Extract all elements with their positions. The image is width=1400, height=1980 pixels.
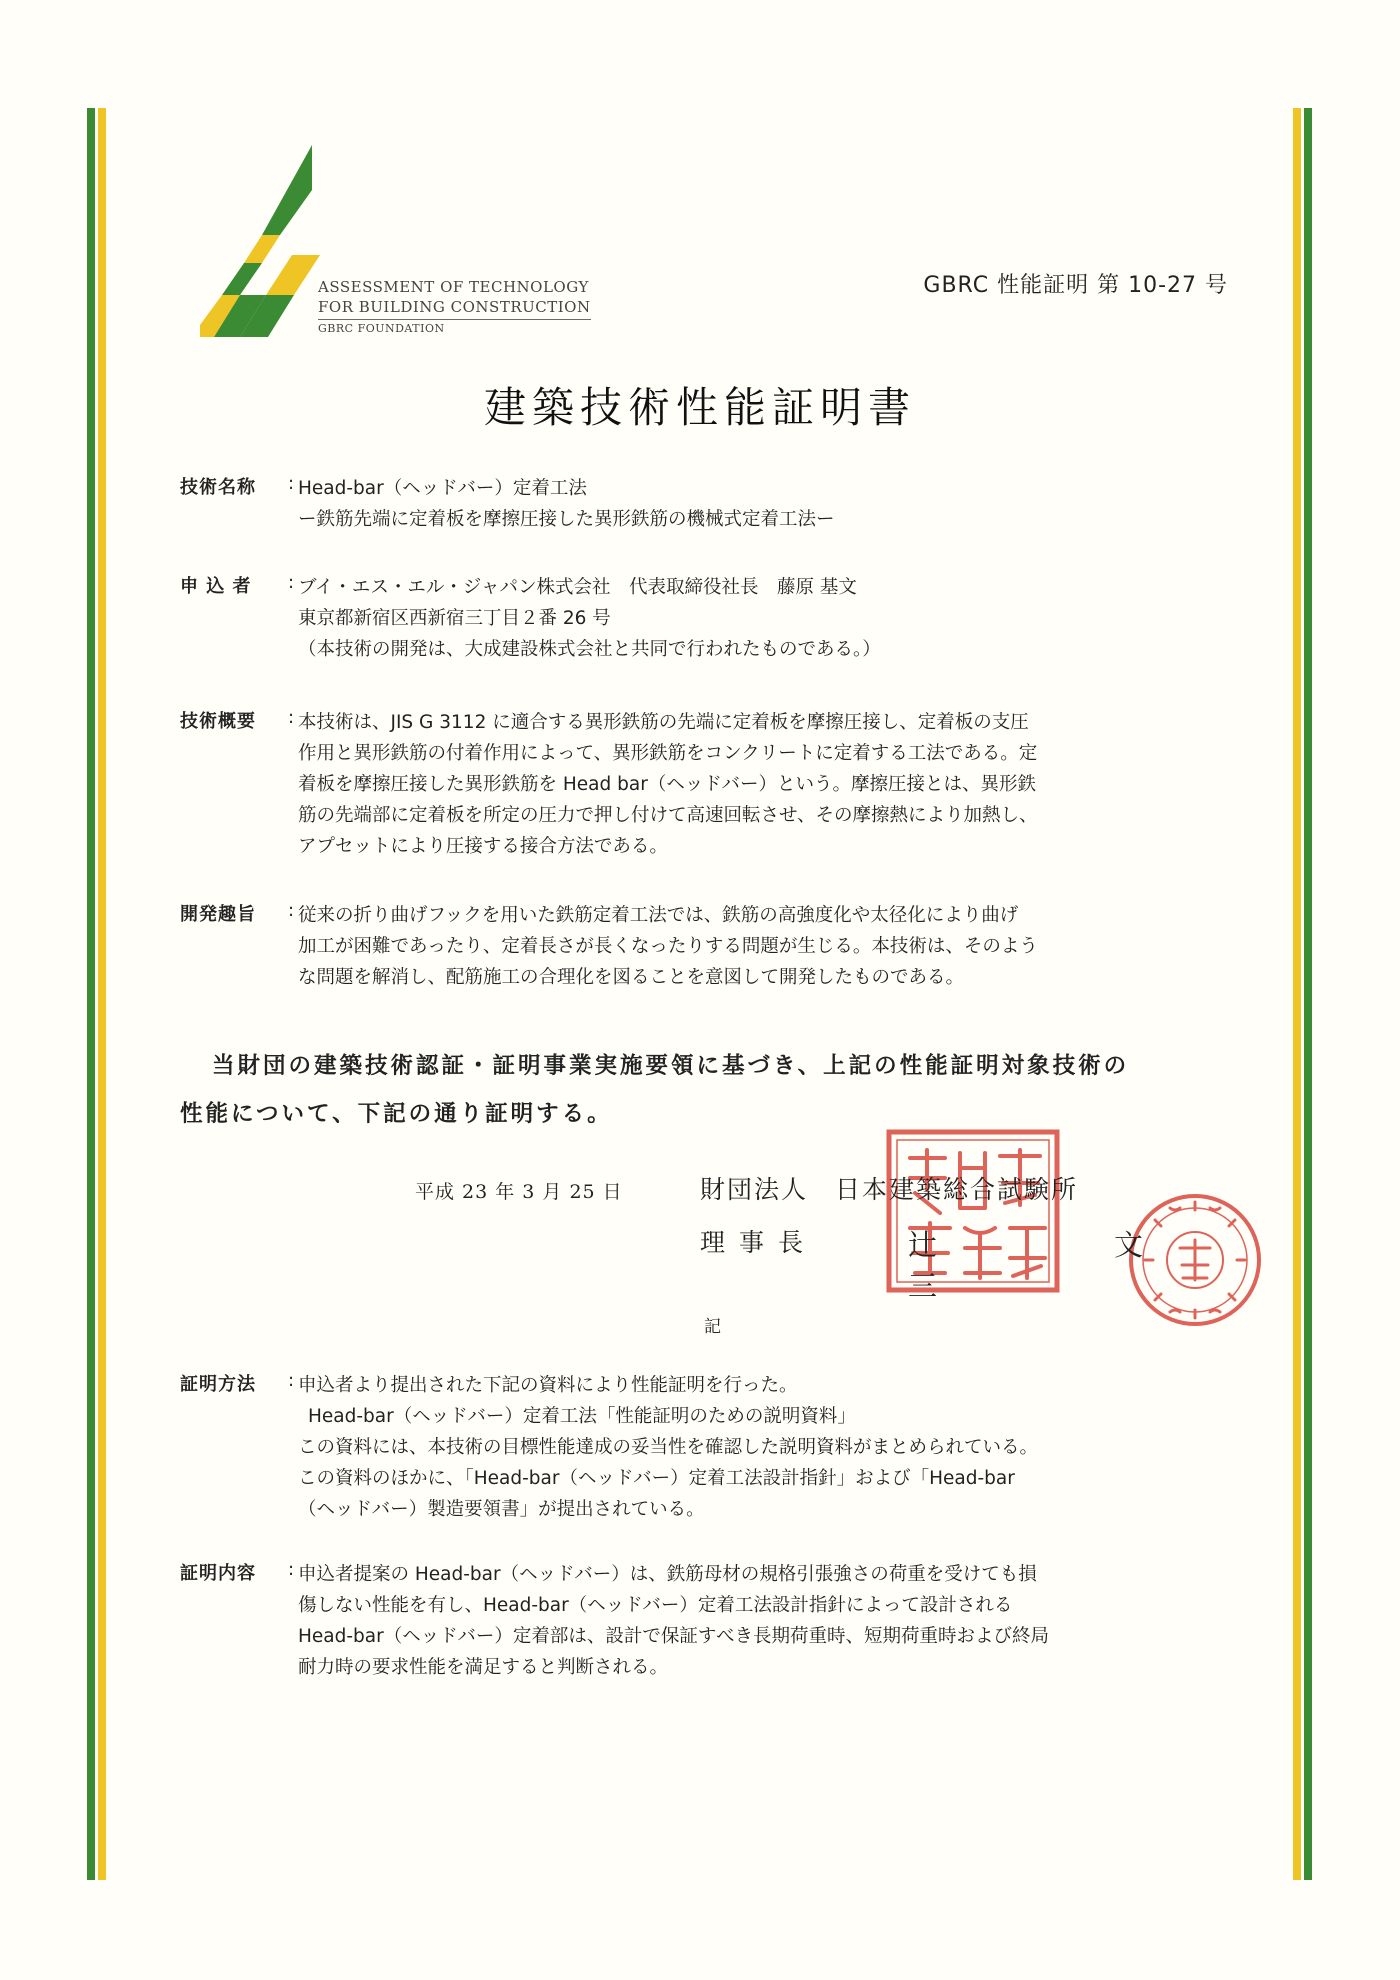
text-line: ー鉄筋先端に定着板を摩擦圧接した異形鉄筋の機械式定着工法ー bbox=[298, 509, 835, 530]
section-label: 開発趣旨 bbox=[180, 904, 256, 925]
logo-line-3: GBRC FOUNDATION bbox=[318, 322, 445, 335]
organization-name: 財団法人 日本建築総合試験所 bbox=[700, 1175, 1079, 1204]
section-body bbox=[298, 473, 1240, 535]
text-line: 着板を摩擦圧接した異形鉄筋を Head bar（ヘッドバー）という。摩擦圧接とは、異形鉄 bbox=[298, 774, 1036, 795]
text-line: 申込者より提出された下記の資料により性能証明を行った。 bbox=[298, 1375, 798, 1396]
section-applicant bbox=[180, 572, 1240, 665]
text-line: Head-bar（ヘッドバー）定着工法「性能証明のための説明資料」 bbox=[308, 1406, 856, 1427]
text-line: 傷しない性能を有し、Head-bar（ヘッドバー）定着工法設計指針によって設計される bbox=[298, 1595, 1013, 1616]
text-line: （ヘッドバー）製造要領書」が提出されている。 bbox=[298, 1499, 705, 1520]
text-line: アプセットにより圧接する接合方法である。 bbox=[298, 836, 668, 857]
section-tech-name bbox=[180, 473, 1240, 535]
section-colon: : bbox=[288, 473, 295, 494]
logo-line-2: FOR BUILDING CONSTRUCTION bbox=[318, 297, 591, 320]
text-line: 耐力時の要求性能を満足すると判断される。 bbox=[298, 1657, 669, 1678]
issue-date: 平成 23 年 3 月 25 日 bbox=[415, 1181, 623, 1203]
text-line: 従来の折り曲げフックを用いた鉄筋定着工法では、鉄筋の高強度化や太径化により曲げ bbox=[298, 905, 1019, 926]
section-body bbox=[298, 707, 1240, 862]
section-label: 技術概要 bbox=[180, 711, 256, 732]
text-line: Head-bar（ヘッドバー）定着部は、設計で保証すべき長期荷重時、短期荷重時および終局 bbox=[298, 1626, 1049, 1647]
section-colon: : bbox=[288, 1370, 295, 1391]
section-content bbox=[180, 1559, 1240, 1683]
declaration-text bbox=[180, 1042, 1240, 1138]
gbrc-logo-icon bbox=[200, 145, 320, 340]
text-line: Head-bar（ヘッドバー）定着工法 bbox=[298, 478, 587, 499]
section-body bbox=[298, 1559, 1240, 1683]
section-purpose bbox=[180, 900, 1240, 993]
right-border-green bbox=[1304, 108, 1312, 1880]
signer-name: 辻 文 三 bbox=[908, 1228, 1321, 1303]
section-colon: : bbox=[288, 1559, 295, 1580]
declaration-line-1: 当財団の建築技術認証・証明事業実施要領に基づき、上記の性能証明対象技術の bbox=[212, 1053, 1130, 1079]
section-body bbox=[298, 1370, 1240, 1525]
section-colon: : bbox=[288, 900, 295, 921]
document-title: 建築技術性能証明書 bbox=[483, 383, 916, 432]
left-border-green bbox=[87, 108, 95, 1880]
section-overview bbox=[180, 707, 1240, 862]
section-method bbox=[180, 1370, 1240, 1525]
text-line: 東京都新宿区西新宿三丁目２番 26 号 bbox=[298, 608, 611, 629]
declaration-line-2: 性能について、下記の通り証明する。 bbox=[180, 1101, 613, 1127]
logo-text bbox=[318, 277, 591, 338]
section-label: 技術名称 bbox=[180, 477, 256, 498]
text-line: 加工が困難であったり、定着長さが長くなったりする問題が生じる。本技術は、そのよう bbox=[298, 936, 1038, 957]
text-line: ブイ・エス・エル・ジャパン株式会社 代表取締役社長 藤原 基文 bbox=[298, 577, 857, 598]
text-line: （本技術の開発は、大成建設株式会社と共同で行われたものである。） bbox=[298, 639, 881, 660]
left-border-yellow bbox=[98, 108, 106, 1880]
section-colon: : bbox=[288, 707, 295, 728]
section-body bbox=[298, 900, 1240, 993]
signer-role: 理事長 bbox=[700, 1228, 818, 1257]
text-line: 申込者提案の Head-bar（ヘッドバー）は、鉄筋母材の規格引張強さの荷重を受けても損 bbox=[298, 1564, 1037, 1585]
text-line: 作用と異形鉄筋の付着作用によって、異形鉄筋をコンクリートに定着する工法である。定 bbox=[298, 743, 1038, 764]
text-line: 筋の先端部に定着板を所定の圧力で押し付けて高速回転させ、その摩擦熱により加熱し、 bbox=[298, 805, 1038, 826]
right-border-yellow bbox=[1293, 108, 1301, 1880]
text-line: な問題を解消し、配筋施工の合理化を図ることを意図して開発したものである。 bbox=[298, 967, 965, 988]
section-label: 申 込 者 bbox=[180, 576, 252, 597]
text-line: この資料のほかに、「Head-bar（ヘッドバー）定着工法設計指針」および「Head-bar bbox=[298, 1468, 1015, 1489]
text-line: 本技術は、JIS G 3112 に適合する異形鉄筋の先端に定着板を摩擦圧接し、定着板の支圧 bbox=[298, 712, 1029, 733]
section-body bbox=[298, 572, 1240, 665]
section-label: 証明内容 bbox=[180, 1563, 256, 1584]
section-colon: : bbox=[288, 572, 295, 593]
text-line: この資料には、本技術の目標性能達成の妥当性を確認した説明資料がまとめられている。 bbox=[298, 1437, 1039, 1458]
section-label: 証明方法 bbox=[180, 1374, 256, 1395]
certificate-number: GBRC 性能証明 第 10-27 号 bbox=[923, 273, 1228, 298]
ki-note-marker: 記 bbox=[704, 1317, 721, 1337]
logo-line-1: ASSESSMENT OF TECHNOLOGY bbox=[318, 278, 589, 296]
